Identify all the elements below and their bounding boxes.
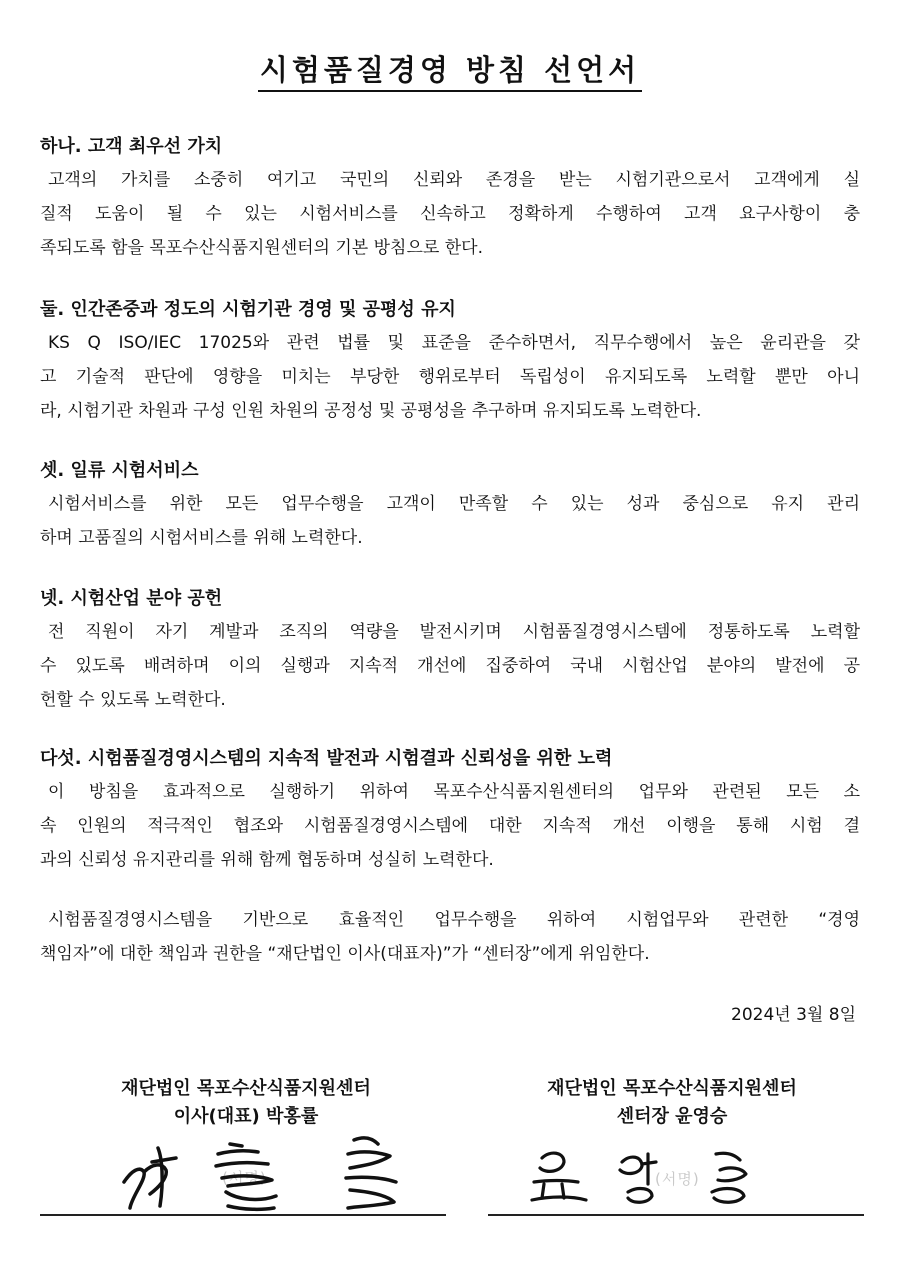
section-heading: 다섯. 시험품질경영시스템의 지속적 발전과 시험결과 신뢰성을 위한 노력 <box>40 748 613 769</box>
closing-line: 시험품질경영시스템을 기반으로 효율적인 업무수행을 위하여 시험업무와 관련한 “경영 <box>48 910 860 930</box>
section-heading: 넷. 시험산업 분야 공헌 <box>40 588 223 609</box>
section-line: 시험서비스를 위한 모든 업무수행을 고객이 만족할 수 있는 성과 중심으로 유지 관리 <box>48 494 860 514</box>
section-heading: 둘. 인간존중과 정도의 시험기관 경영 및 공평성 유지 <box>40 299 456 320</box>
policy-section-4 <box>40 583 860 717</box>
policy-section-1 <box>40 131 860 265</box>
section-line: 전 직원이 자기 계발과 조직의 역량을 발전시키며 시험품질경영시스템에 정통하도록 노력할 <box>48 622 860 642</box>
section-line: 질적 도움이 될 수 있는 시험서비스를 신속하고 정확하게 수행하여 고객 요구사항이 충 <box>40 204 860 224</box>
signatory-role-name: 센터장 윤영승 <box>616 1106 728 1127</box>
section-line: KS Q ISO/IEC 17025와 관련 법률 및 표준을 준수하면서, 직무수행에서 높은 윤리관을 갖 <box>48 333 860 353</box>
section-line: 하며 고품질의 시험서비스를 위해 노력한다. <box>40 528 363 548</box>
section-line: 이 방침을 효과적으로 실행하기 위하여 목포수산식품지원센터의 업무와 관련된 모든 소 <box>48 782 860 802</box>
seal-label: (서명) <box>655 1170 700 1188</box>
document-title-text: 시험품질경영 방침 선언서 <box>258 53 642 92</box>
section-line: 고 기술적 판단에 영향을 미치는 부당한 행위로부터 독립성이 유지되도록 노력할 뿐만 아니 <box>40 367 860 387</box>
seal-label: (서명) <box>222 1169 267 1187</box>
policy-section-3 <box>40 455 860 555</box>
policy-section-2 <box>40 294 860 428</box>
signature-right-image <box>520 1140 780 1210</box>
document-date: 2024년 3월 8일 <box>731 1005 856 1025</box>
section-line: 과의 신뢰성 유지관리를 위해 함께 협동하며 성실히 노력한다. <box>40 850 494 870</box>
section-line: 헌할 수 있도록 노력한다. <box>40 690 226 710</box>
signature-line-right <box>488 1214 864 1216</box>
section-heading: 셋. 일류 시험서비스 <box>40 460 199 481</box>
signatory-role-name: 이사(대표) 박홍률 <box>173 1106 319 1127</box>
section-line: 고객의 가치를 소중히 여기고 국민의 신뢰와 존경을 받는 시험기관으로서 고객에게 실 <box>48 170 860 190</box>
section-heading: 하나. 고객 최우선 가치 <box>40 136 223 157</box>
section-line: 족되도록 함을 목포수산식품지원센터의 기본 방침으로 한다. <box>40 238 483 258</box>
closing-paragraph <box>40 903 860 971</box>
section-line: 속 인원의 적극적인 협조와 시험품질경영시스템에 대한 지속적 개선 이행을 통해 시험 결 <box>40 816 860 836</box>
signature-left-image <box>110 1122 410 1217</box>
section-line: 라, 시험기관 차원과 구성 인원 차원의 공정성 및 공평성을 추구하며 유지되도록 노력한다. <box>40 401 702 421</box>
closing-line: 책임자”에 대한 책임과 권한을 “재단법인 이사(대표자)”가 “센터장”에게 위임한다. <box>40 944 650 964</box>
signatory-org: 재단법인 목포수산식품지원센터 <box>547 1078 797 1099</box>
policy-section-5 <box>40 743 860 877</box>
signatory-right <box>462 1075 882 1131</box>
document-title <box>0 48 900 89</box>
signatory-org: 재단법인 목포수산식품지원센터 <box>121 1078 371 1099</box>
section-line: 수 있도록 배려하며 이의 실행과 지속적 개선에 집중하여 국내 시험산업 분야의 발전에 공 <box>40 656 860 676</box>
signature-line-left <box>40 1214 446 1216</box>
